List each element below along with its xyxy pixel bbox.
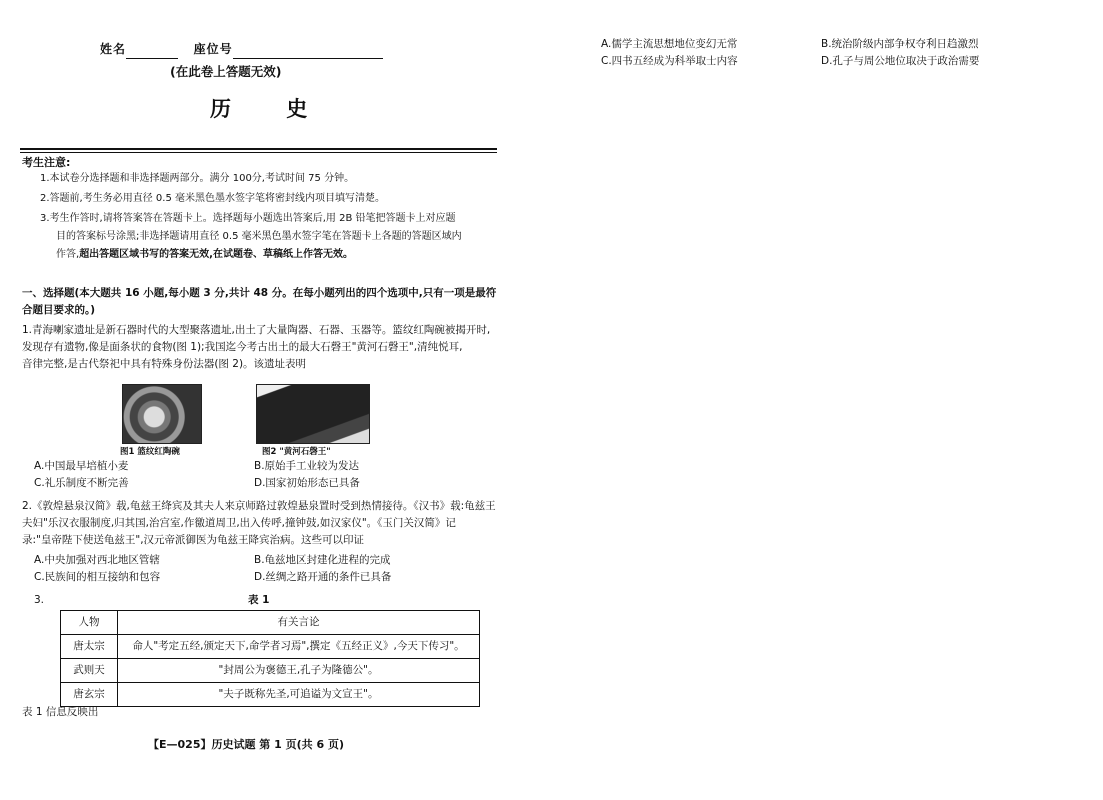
option: D.丝绸之路开通的条件已具备: [254, 571, 392, 583]
table-row: [61, 635, 480, 659]
option: D.国家初始形态已具备: [254, 477, 360, 489]
question-line: 音律完整,是古代祭祀中具有特殊身份法器(图 2)。该遗址表明: [22, 358, 307, 370]
question-3-stem: 表 1 信息反映出: [22, 706, 99, 718]
table-cell: "封周公为褒德王,孔子为隆德公"。: [118, 659, 480, 683]
figure-1-caption: 图1 篮纹红陶碗: [120, 447, 180, 457]
table-row: [61, 659, 480, 683]
table-cell: 唐玄宗: [61, 683, 118, 707]
question-2-options: [34, 552, 512, 586]
question-line: 1.青海喇家遗址是新石器时代的大型聚落遗址,出土了大量陶器、石器、玉器等。篮纹红陶碗被揭开时,: [22, 324, 491, 336]
name-label: 姓名: [100, 42, 127, 56]
page-1: [0, 0, 540, 800]
question-3-options: [601, 36, 1061, 70]
seat-label: 座位号: [193, 42, 233, 56]
figure-2-caption: 图2 "黄河石磬王": [262, 447, 331, 457]
table-cell: 唐太宗: [61, 635, 118, 659]
option: B.统治阶级内部争权夺利日趋激烈: [821, 38, 979, 50]
option: C.礼乐制度不断完善: [34, 477, 129, 489]
page-footer: 【E—025】历史试题 第 1 页(共 6 页): [148, 738, 344, 751]
option: A.中央加强对西北地区管辖: [34, 554, 160, 566]
figure-2-stone-chime: [256, 384, 370, 444]
table-title: 表 1: [248, 594, 270, 606]
name-line: [100, 40, 383, 59]
question-line: 夫妇"乐汉衣服制度,归其国,治宫室,作徼道周卫,出入传呼,撞钟鼓,如汉家仪"。《玉门关汉简》记: [22, 517, 456, 529]
notice-item-bold: 超出答题区域书写的答案无效,在试题卷、草稿纸上作答无效。: [79, 249, 353, 260]
question-line: 录:"皇帝陛下使送龟兹王",汉元帝派御医为龟兹王降宾治病。这些可以印证: [22, 534, 365, 546]
table-header-row: [61, 611, 480, 635]
table-cell: 武则天: [61, 659, 118, 683]
question-1-options: [34, 458, 512, 492]
notice-item: 3.考生作答时,请将答案答在答题卡上。选择题每小题选出答案后,用 2B 铅笔把答题卡上对应题: [40, 213, 456, 224]
section-heading: 一、选择题(本大题共 16 小题,每小题 3 分,共计 48 分。在每小题列出的四个选项中,只有一项是最符合题目要求的。): [22, 287, 497, 316]
table-row: [61, 683, 480, 707]
notice-item: 目的答案标号涂黑;非选择题请用直径 0.5 毫米黑色墨水签字笔在答题卡上各题的答题区域内: [56, 231, 462, 242]
figure-1-pottery-bowl: [122, 384, 202, 444]
notice-item: 1.本试卷分选择题和非选择题两部分。满分 100分,考试时间 75 分钟。: [40, 173, 355, 184]
question-line: 发现存有遗物,像是面条状的食物(图 1);我国迄今考古出土的最大石磬王"黄河石磬王",清纯悦耳,: [22, 341, 463, 353]
table-cell: 命人"考定五经,颁定天下,命学者习焉",撰定《五经正义》,今天下传习"。: [118, 635, 480, 659]
option: D.孔子与周公地位取决于政治需要: [821, 55, 980, 67]
table-header-cell: 人物: [61, 611, 118, 635]
answer-note: (在此卷上答题无效): [170, 64, 282, 79]
page-2: [555, 0, 1095, 800]
option: A.儒学主流思想地位变幻无常: [601, 38, 738, 50]
option: C.四书五经成为科举取士内容: [601, 55, 738, 67]
divider: [20, 152, 497, 153]
notice-item: 2.答题前,考生务必用直径 0.5 毫米黑色墨水签字笔将密封线内项目填写清楚。: [40, 193, 385, 204]
question-2: [22, 498, 500, 549]
table-header-cell: 有关言论: [118, 611, 480, 635]
question-3-number: 3.: [34, 594, 45, 606]
notice-heading: 考生注意:: [22, 156, 71, 169]
question-1: [22, 322, 500, 373]
option: C.民族间的相互接纳和包容: [34, 571, 161, 583]
option: A.中国最早培植小麦: [34, 460, 129, 472]
option: B.原始手工业较为发达: [254, 460, 360, 472]
page-title: 历 史: [210, 96, 332, 121]
seat-underline: [233, 45, 383, 59]
name-underline: [126, 45, 178, 59]
option: B.龟兹地区封建化进程的完成: [254, 554, 391, 566]
divider: [20, 148, 497, 150]
notice-item-text: 作答,: [56, 249, 80, 260]
table-cell: "夫子既称先圣,可追谥为文宣王"。: [118, 683, 480, 707]
table-1: [60, 610, 480, 707]
notice-item: [56, 246, 500, 263]
question-line: 2.《敦煌悬泉汉简》载,龟兹王绛宾及其夫人来京师路过敦煌悬泉置时受到热情接待。《汉书》载:龟兹王: [22, 500, 496, 512]
